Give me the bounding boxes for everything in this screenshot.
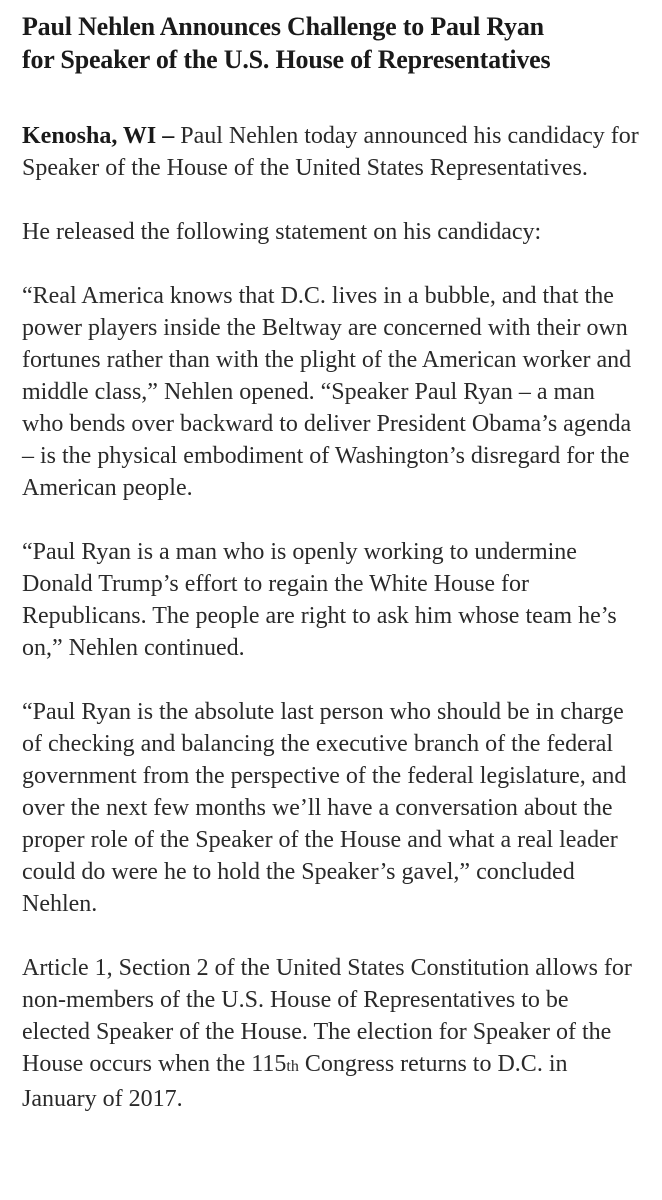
intro-text: Paul Nehlen today announced his candidacy for Speaker of the House of the United States Representatives. <box>22 123 639 181</box>
dateline: Kenosha, WI – <box>22 123 175 149</box>
title-line-2: for Speaker of the U.S. House of Representatives <box>22 45 551 74</box>
title-line-1: Paul Nehlen Announces Challenge to Paul Ryan <box>22 12 544 41</box>
ordinal-suffix: th <box>286 1058 299 1075</box>
constitution-paragraph <box>22 952 642 1115</box>
statement-lead-paragraph: He released the following statement on his candidacy: <box>22 219 542 245</box>
quote-paragraph-2: “Paul Ryan is a man who is openly working to undermine Donald Trump’s effort to regain the White House for Republicans. The people are right to ask him whose team he’s on,” Nehlen continued. <box>22 539 617 661</box>
quote-paragraph-3: “Paul Ryan is the absolute last person who should be in charge of checking and balancing the executive branch of the federal government from the perspective of the federal legislature, and over the next few months we’ll have a conversation about the proper role of the Speaker of the House and what a real leader could do were he to hold the Speaker’s gavel,” concluded Nehlen. <box>22 699 627 917</box>
press-release-title <box>22 10 642 76</box>
constitution-text-a: Article 1, Section 2 of the United States Constitution allows for non-members of the U.S. House of Representatives to be elected Speaker of the House. The election for Speaker of the House occurs when the 115 <box>22 955 632 1077</box>
intro-paragraph <box>22 120 642 184</box>
constitution-text-b: Congress returns to D.C. in January of 2017. <box>22 1051 568 1112</box>
quote-paragraph-1: “Real America knows that D.C. lives in a bubble, and that the power players inside the Beltway are concerned with their own fortunes rather than with the plight of the American worker and middle class,” Nehlen opened. “Speaker Paul Ryan – a man who bends over backward to deliver President Obama’s agenda – is the physical embodiment of Washington’s disregard for the American people. <box>22 283 632 501</box>
